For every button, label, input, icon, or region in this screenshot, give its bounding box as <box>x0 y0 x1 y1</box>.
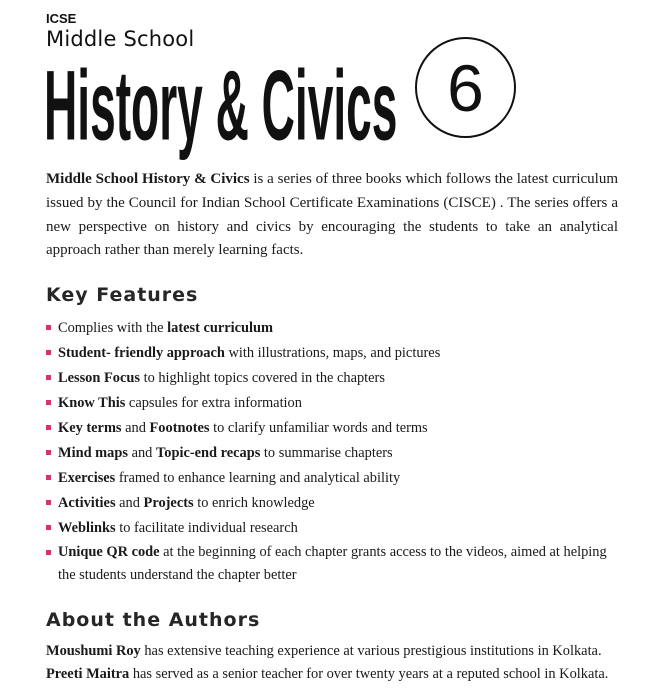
bullet-icon <box>46 525 51 530</box>
bullet-icon <box>46 375 51 380</box>
bullet-icon <box>46 325 51 330</box>
feature-text: capsules for extra information <box>125 395 302 411</box>
feature-text: to summarise chapters <box>260 445 393 461</box>
feature-item <box>46 516 626 541</box>
feature-text: with illustrations, maps, and pictures <box>224 345 441 361</box>
book-title: History & Civics <box>44 49 398 162</box>
feature-bold: Topic-end recaps <box>155 445 261 461</box>
feature-text: to highlight topics covered in the chapters <box>139 370 385 386</box>
intro-text: is a series of three books which follows the latest curriculum issued by the Council for Indian School Certificate Examinations (CISCE) . The series offers a new perspective on history and civics by encouraging the students to take an analytical approach rather than merely learning facts. <box>46 171 619 259</box>
feature-text: at the beginning of each chapter grants access to the videos, aimed at helping the students understand the chapter better <box>58 544 607 583</box>
author-entry <box>46 663 626 686</box>
feature-text: and <box>127 445 156 461</box>
feature-bold: Activities <box>58 495 116 511</box>
bullet-icon <box>46 475 51 480</box>
bullet-icon <box>46 450 51 455</box>
feature-item <box>46 491 626 516</box>
author-entry <box>46 640 626 663</box>
bullet-icon <box>46 500 51 505</box>
feature-bold: Unique QR code <box>58 544 160 560</box>
series-tag: ICSE <box>46 11 77 26</box>
feature-bold: Footnotes <box>149 420 210 436</box>
feature-item <box>46 466 626 491</box>
feature-bold: Weblinks <box>58 520 116 536</box>
feature-text: framed to enhance learning and analytical ability <box>115 470 401 486</box>
feature-bold: Student- friendly approach <box>58 345 225 361</box>
feature-item <box>46 341 626 366</box>
feature-bold: Mind maps <box>58 445 128 461</box>
feature-bold: Know This <box>58 395 126 411</box>
feature-item <box>46 416 626 441</box>
authors-heading: About the Authors <box>46 609 261 631</box>
key-features-list <box>46 316 626 587</box>
author-name: Preeti Maitra <box>46 666 130 682</box>
feature-bold: Projects <box>143 495 194 511</box>
grade-number: 6 <box>447 50 484 125</box>
feature-item <box>46 441 626 466</box>
bullet-icon <box>46 425 51 430</box>
author-name: Moushumi Roy <box>46 643 141 659</box>
feature-text: and <box>115 495 144 511</box>
feature-text: to clarify unfamiliar words and terms <box>209 420 428 436</box>
series-name: Middle School <box>46 27 195 51</box>
feature-bold: Key terms <box>58 420 122 436</box>
feature-bold: Lesson Focus <box>58 370 140 386</box>
bullet-icon <box>46 350 51 355</box>
feature-item <box>46 541 626 587</box>
feature-bold: Exercises <box>58 470 116 486</box>
key-features-heading: Key Features <box>46 284 199 306</box>
feature-text: to facilitate individual research <box>115 520 298 536</box>
bullet-icon <box>46 400 51 405</box>
feature-bold: latest curriculum <box>167 320 274 336</box>
feature-item <box>46 391 626 416</box>
bullet-icon <box>46 550 51 555</box>
feature-text: to enrich knowledge <box>193 495 315 511</box>
feature-item <box>46 366 626 391</box>
intro-paragraph <box>46 168 618 263</box>
author-bio: has extensive teaching experience at various prestigious institutions in Kolkata. <box>140 643 602 659</box>
feature-item <box>46 316 626 341</box>
intro-title: Middle School History & Civics <box>46 171 250 187</box>
grade-badge <box>415 37 516 138</box>
feature-text: and <box>121 420 150 436</box>
author-bio: has served as a senior teacher for over twenty years at a reputed school in Kolkata. <box>129 666 609 682</box>
feature-text: Complies with the <box>58 320 168 336</box>
authors-section <box>46 640 626 686</box>
